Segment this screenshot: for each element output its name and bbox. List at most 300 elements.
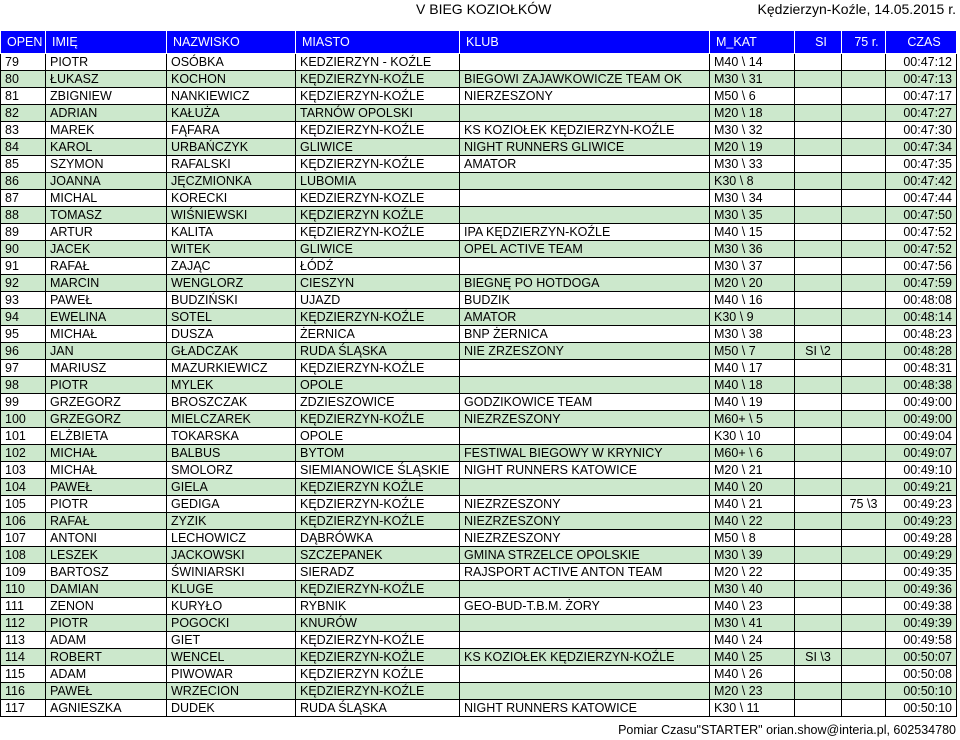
cell-imie: ELŻBIETA — [46, 428, 167, 445]
cell-si — [795, 632, 842, 649]
cell-m-kat: M20 \ 18 — [710, 105, 795, 122]
cell-75r — [842, 292, 886, 309]
cell-si — [795, 190, 842, 207]
cell-75r — [842, 343, 886, 360]
cell-czas: 00:47:59 — [886, 275, 957, 292]
cell-miasto: KĘDZIERZYN-KOŹLE — [296, 122, 460, 139]
cell-czas: 00:50:08 — [886, 666, 957, 683]
cell-75r — [842, 666, 886, 683]
cell-klub — [460, 377, 710, 394]
table-row — [1, 292, 957, 309]
cell-nazwisko: GEDIGA — [167, 496, 296, 513]
table-row — [1, 139, 957, 156]
table-row — [1, 513, 957, 530]
cell-si — [795, 241, 842, 258]
cell-klub — [460, 683, 710, 700]
cell-klub — [460, 173, 710, 190]
cell-nazwisko: POGOCKI — [167, 615, 296, 632]
table-row — [1, 615, 957, 632]
cell-m-kat: M40 \ 14 — [710, 54, 795, 71]
col-klub: KLUB — [460, 31, 710, 54]
cell-open: 103 — [1, 462, 46, 479]
cell-imie: PIOTR — [46, 54, 167, 71]
cell-nazwisko: GŁADCZAK — [167, 343, 296, 360]
cell-miasto: DĄBRÓWKA — [296, 530, 460, 547]
cell-75r — [842, 598, 886, 615]
table-row — [1, 156, 957, 173]
cell-imie: GRZEGORZ — [46, 394, 167, 411]
cell-m-kat: M60+ \ 5 — [710, 411, 795, 428]
cell-imie: PAWEŁ — [46, 683, 167, 700]
cell-open: 86 — [1, 173, 46, 190]
cell-imie: ARTUR — [46, 224, 167, 241]
cell-nazwisko: BALBUS — [167, 445, 296, 462]
cell-klub: FESTIWAL BIEGOWY W KRYNICY — [460, 445, 710, 462]
cell-open: 94 — [1, 309, 46, 326]
cell-miasto: OPOLE — [296, 377, 460, 394]
cell-m-kat: M40 \ 22 — [710, 513, 795, 530]
cell-si — [795, 496, 842, 513]
cell-75r — [842, 615, 886, 632]
cell-nazwisko: RAFALSKI — [167, 156, 296, 173]
cell-75r — [842, 462, 886, 479]
cell-75r — [842, 275, 886, 292]
cell-75r — [842, 173, 886, 190]
cell-imie: EWELINA — [46, 309, 167, 326]
cell-imie: ADRIAN — [46, 105, 167, 122]
cell-miasto: SIERADZ — [296, 564, 460, 581]
cell-open: 92 — [1, 275, 46, 292]
cell-nazwisko: PIWOWAR — [167, 666, 296, 683]
cell-klub: NIEZRZESZONY — [460, 411, 710, 428]
cell-si — [795, 360, 842, 377]
cell-nazwisko: DUDEK — [167, 700, 296, 717]
cell-czas: 00:47:30 — [886, 122, 957, 139]
cell-si — [795, 394, 842, 411]
cell-open: 115 — [1, 666, 46, 683]
cell-open: 84 — [1, 139, 46, 156]
cell-open: 87 — [1, 190, 46, 207]
cell-open: 95 — [1, 326, 46, 343]
cell-si — [795, 326, 842, 343]
cell-si — [795, 547, 842, 564]
cell-miasto: KĘDZIERZYN-KOŹLE — [296, 71, 460, 88]
cell-imie: PIOTR — [46, 496, 167, 513]
cell-open: 117 — [1, 700, 46, 717]
cell-si — [795, 88, 842, 105]
cell-miasto: RUDA ŚLĄSKA — [296, 343, 460, 360]
cell-si — [795, 105, 842, 122]
cell-75r — [842, 207, 886, 224]
cell-klub: NIEZRZESZONY — [460, 496, 710, 513]
header-row — [1, 31, 957, 54]
cell-nazwisko: LECHOWICZ — [167, 530, 296, 547]
cell-nazwisko: MYLEK — [167, 377, 296, 394]
cell-m-kat: M40 \ 25 — [710, 649, 795, 666]
cell-miasto: KĘDZIERZYN KOŹLE — [296, 666, 460, 683]
cell-miasto: ŻERNICA — [296, 326, 460, 343]
cell-si: SI \2 — [795, 343, 842, 360]
table-row — [1, 71, 957, 88]
cell-si — [795, 275, 842, 292]
cell-75r — [842, 326, 886, 343]
table-row — [1, 309, 957, 326]
cell-czas: 00:49:29 — [886, 547, 957, 564]
cell-m-kat: M20 \ 22 — [710, 564, 795, 581]
cell-open: 99 — [1, 394, 46, 411]
cell-czas: 00:47:52 — [886, 241, 957, 258]
col-nazwisko: NAZWISKO — [167, 31, 296, 54]
cell-open: 110 — [1, 581, 46, 598]
cell-klub: NIEZRZESZONY — [460, 513, 710, 530]
cell-m-kat: M20 \ 19 — [710, 139, 795, 156]
cell-m-kat: M40 \ 26 — [710, 666, 795, 683]
cell-m-kat: M30 \ 34 — [710, 190, 795, 207]
cell-nazwisko: KURYŁO — [167, 598, 296, 615]
table-row — [1, 547, 957, 564]
cell-miasto: KEDZIERZYN-KOZLE — [296, 190, 460, 207]
cell-klub: BUDZIK — [460, 292, 710, 309]
cell-miasto: ZDZIESZOWICE — [296, 394, 460, 411]
cell-75r — [842, 71, 886, 88]
table-row — [1, 479, 957, 496]
cell-czas: 00:49:28 — [886, 530, 957, 547]
cell-imie: MARCIN — [46, 275, 167, 292]
cell-nazwisko: OSÓBKA — [167, 54, 296, 71]
table-row — [1, 54, 957, 71]
cell-75r — [842, 156, 886, 173]
cell-m-kat: M30 \ 38 — [710, 326, 795, 343]
cell-klub: OPEL ACTIVE TEAM — [460, 241, 710, 258]
cell-klub: KS KOZIOŁEK KĘDZIERZYN-KOŹLE — [460, 122, 710, 139]
cell-nazwisko: URBAŃCZYK — [167, 139, 296, 156]
col-m-kat: M_KAT — [710, 31, 795, 54]
cell-m-kat: K30 \ 8 — [710, 173, 795, 190]
cell-nazwisko: ŚWINIARSKI — [167, 564, 296, 581]
cell-miasto: KĘDZIERZYN-KOŹLE — [296, 683, 460, 700]
cell-czas: 00:47:50 — [886, 207, 957, 224]
cell-m-kat: M40 \ 18 — [710, 377, 795, 394]
col-75r: 75 r. — [842, 31, 886, 54]
cell-czas: 00:49:00 — [886, 394, 957, 411]
cell-czas: 00:47:42 — [886, 173, 957, 190]
cell-czas: 00:49:10 — [886, 462, 957, 479]
table-row — [1, 173, 957, 190]
col-miasto: MIASTO — [296, 31, 460, 54]
cell-nazwisko: WENCEL — [167, 649, 296, 666]
cell-klub: NIERZESZONY — [460, 88, 710, 105]
cell-miasto: KĘDZIERZYN-KOŹLE — [296, 88, 460, 105]
cell-si — [795, 700, 842, 717]
cell-imie: ZENON — [46, 598, 167, 615]
cell-imie: ADAM — [46, 666, 167, 683]
cell-czas: 00:49:00 — [886, 411, 957, 428]
cell-75r — [842, 54, 886, 71]
cell-si — [795, 139, 842, 156]
cell-miasto: SZCZEPANEK — [296, 547, 460, 564]
cell-m-kat: M30 \ 36 — [710, 241, 795, 258]
cell-nazwisko: JĘCZMIONKA — [167, 173, 296, 190]
cell-75r — [842, 530, 886, 547]
cell-si — [795, 530, 842, 547]
cell-75r — [842, 700, 886, 717]
cell-open: 114 — [1, 649, 46, 666]
cell-m-kat: M60+ \ 6 — [710, 445, 795, 462]
cell-klub — [460, 632, 710, 649]
table-row — [1, 666, 957, 683]
cell-open: 109 — [1, 564, 46, 581]
cell-open: 106 — [1, 513, 46, 530]
table-row — [1, 462, 957, 479]
cell-m-kat: M20 \ 21 — [710, 462, 795, 479]
cell-czas: 00:49:23 — [886, 513, 957, 530]
table-row — [1, 581, 957, 598]
cell-klub: RAJSPORT ACTIVE ANTON TEAM — [460, 564, 710, 581]
cell-nazwisko: TOKARSKA — [167, 428, 296, 445]
page-title: V BIEG KOZIOŁKÓW — [416, 1, 552, 17]
cell-75r — [842, 632, 886, 649]
cell-nazwisko: KAŁUŻA — [167, 105, 296, 122]
cell-klub: BNP ŻERNICA — [460, 326, 710, 343]
cell-75r — [842, 139, 886, 156]
cell-imie: ADAM — [46, 632, 167, 649]
cell-czas: 00:48:14 — [886, 309, 957, 326]
cell-open: 96 — [1, 343, 46, 360]
cell-klub — [460, 360, 710, 377]
cell-si — [795, 258, 842, 275]
table-row — [1, 88, 957, 105]
cell-open: 85 — [1, 156, 46, 173]
cell-m-kat: M40 \ 17 — [710, 360, 795, 377]
cell-miasto: TARNÓW OPOLSKI — [296, 105, 460, 122]
cell-klub — [460, 105, 710, 122]
cell-czas: 00:49:39 — [886, 615, 957, 632]
cell-m-kat: M30 \ 32 — [710, 122, 795, 139]
table-row — [1, 564, 957, 581]
cell-open: 101 — [1, 428, 46, 445]
cell-czas: 00:49:38 — [886, 598, 957, 615]
cell-czas: 00:48:08 — [886, 292, 957, 309]
cell-klub: GMINA STRZELCE OPOLSKIE — [460, 547, 710, 564]
cell-miasto: KĘDZIERZYN-KOŹLE — [296, 411, 460, 428]
table-row — [1, 411, 957, 428]
cell-miasto: KĘDZIERZYN-KOŹLE — [296, 224, 460, 241]
cell-czas: 00:50:07 — [886, 649, 957, 666]
cell-miasto: KĘDZIERZYN-KOŹLE — [296, 496, 460, 513]
cell-miasto: GLIWICE — [296, 139, 460, 156]
cell-imie: JOANNA — [46, 173, 167, 190]
cell-miasto: KĘDZIERZYN-KOŹLE — [296, 649, 460, 666]
cell-czas: 00:49:35 — [886, 564, 957, 581]
cell-open: 102 — [1, 445, 46, 462]
cell-75r — [842, 122, 886, 139]
cell-75r — [842, 428, 886, 445]
cell-nazwisko: MAZURKIEWICZ — [167, 360, 296, 377]
cell-open: 82 — [1, 105, 46, 122]
cell-miasto: GLIWICE — [296, 241, 460, 258]
table-row — [1, 598, 957, 615]
cell-75r — [842, 105, 886, 122]
cell-si: SI \3 — [795, 649, 842, 666]
cell-75r — [842, 445, 886, 462]
cell-si — [795, 581, 842, 598]
cell-czas: 00:47:52 — [886, 224, 957, 241]
cell-75r — [842, 564, 886, 581]
cell-m-kat: K30 \ 9 — [710, 309, 795, 326]
cell-si — [795, 428, 842, 445]
cell-si — [795, 71, 842, 88]
cell-klub: AMATOR — [460, 309, 710, 326]
cell-open: 113 — [1, 632, 46, 649]
cell-miasto: BYTOM — [296, 445, 460, 462]
cell-si — [795, 683, 842, 700]
cell-czas: 00:47:44 — [886, 190, 957, 207]
cell-miasto: KĘDZIERZYN-KOŹLE — [296, 309, 460, 326]
table-row — [1, 530, 957, 547]
cell-m-kat: K30 \ 10 — [710, 428, 795, 445]
cell-m-kat: M40 \ 20 — [710, 479, 795, 496]
cell-czas: 00:49:07 — [886, 445, 957, 462]
cell-si — [795, 462, 842, 479]
cell-m-kat: M30 \ 31 — [710, 71, 795, 88]
cell-miasto: CIESZYN — [296, 275, 460, 292]
cell-imie: SZYMON — [46, 156, 167, 173]
cell-open: 79 — [1, 54, 46, 71]
table-row — [1, 122, 957, 139]
cell-miasto: KĘDZIERZYN-KOŹLE — [296, 581, 460, 598]
cell-open: 80 — [1, 71, 46, 88]
table-row — [1, 649, 957, 666]
cell-open: 111 — [1, 598, 46, 615]
cell-si — [795, 173, 842, 190]
cell-nazwisko: SOTEL — [167, 309, 296, 326]
cell-czas: 00:47:17 — [886, 88, 957, 105]
cell-nazwisko: FĄFARA — [167, 122, 296, 139]
cell-75r — [842, 479, 886, 496]
cell-75r — [842, 360, 886, 377]
cell-nazwisko: KLUGE — [167, 581, 296, 598]
cell-open: 104 — [1, 479, 46, 496]
cell-czas: 00:48:28 — [886, 343, 957, 360]
table-row — [1, 445, 957, 462]
cell-imie: RAFAŁ — [46, 513, 167, 530]
cell-miasto: SIEMIANOWICE ŚLĄSKIE — [296, 462, 460, 479]
cell-czas: 00:49:36 — [886, 581, 957, 598]
cell-klub — [460, 581, 710, 598]
cell-miasto: OPOLE — [296, 428, 460, 445]
cell-klub — [460, 479, 710, 496]
cell-imie: PAWEŁ — [46, 479, 167, 496]
cell-klub: NIE ZRZESZONY — [460, 343, 710, 360]
cell-nazwisko: ZYZIK — [167, 513, 296, 530]
cell-nazwisko: WITEK — [167, 241, 296, 258]
cell-75r — [842, 241, 886, 258]
cell-m-kat: M30 \ 41 — [710, 615, 795, 632]
cell-czas: 00:47:27 — [886, 105, 957, 122]
cell-m-kat: M50 \ 7 — [710, 343, 795, 360]
cell-open: 116 — [1, 683, 46, 700]
cell-miasto: KĘDZIERZYN-KOŹLE — [296, 632, 460, 649]
cell-czas: 00:48:38 — [886, 377, 957, 394]
cell-nazwisko: BUDZIŃSKI — [167, 292, 296, 309]
cell-nazwisko: KOCHON — [167, 71, 296, 88]
cell-imie: PAWEŁ — [46, 292, 167, 309]
cell-open: 93 — [1, 292, 46, 309]
cell-imie: PIOTR — [46, 615, 167, 632]
table-row — [1, 496, 957, 513]
cell-si — [795, 615, 842, 632]
cell-75r — [842, 683, 886, 700]
cell-miasto: RYBNIK — [296, 598, 460, 615]
cell-75r — [842, 258, 886, 275]
cell-si — [795, 445, 842, 462]
cell-nazwisko: BROSZCZAK — [167, 394, 296, 411]
cell-si — [795, 377, 842, 394]
table-row — [1, 700, 957, 717]
cell-open: 100 — [1, 411, 46, 428]
cell-klub — [460, 207, 710, 224]
cell-75r — [842, 309, 886, 326]
table-row — [1, 683, 957, 700]
cell-nazwisko: MIELCZAREK — [167, 411, 296, 428]
cell-klub: GODZIKOWICE TEAM — [460, 394, 710, 411]
col-imie: IMIĘ — [46, 31, 167, 54]
cell-open: 98 — [1, 377, 46, 394]
cell-miasto: LUBOMIA — [296, 173, 460, 190]
cell-m-kat: M40 \ 19 — [710, 394, 795, 411]
cell-czas: 00:47:35 — [886, 156, 957, 173]
cell-czas: 00:47:56 — [886, 258, 957, 275]
cell-m-kat: M30 \ 37 — [710, 258, 795, 275]
cell-klub: BIEGOWI ZAJAWKOWICZE TEAM OK — [460, 71, 710, 88]
cell-open: 81 — [1, 88, 46, 105]
cell-czas: 00:49:04 — [886, 428, 957, 445]
cell-imie: MICHAŁ — [46, 326, 167, 343]
cell-nazwisko: KORECKI — [167, 190, 296, 207]
cell-klub — [460, 615, 710, 632]
cell-m-kat: M30 \ 33 — [710, 156, 795, 173]
cell-nazwisko: WIŚNIEWSKI — [167, 207, 296, 224]
cell-si — [795, 479, 842, 496]
cell-m-kat: M30 \ 35 — [710, 207, 795, 224]
cell-imie: JACEK — [46, 241, 167, 258]
table-row — [1, 360, 957, 377]
cell-si — [795, 666, 842, 683]
cell-imie: JAN — [46, 343, 167, 360]
cell-imie: MICHAL — [46, 190, 167, 207]
cell-si — [795, 411, 842, 428]
cell-75r — [842, 224, 886, 241]
cell-75r — [842, 411, 886, 428]
results-table — [0, 30, 957, 717]
cell-imie: LESZEK — [46, 547, 167, 564]
cell-imie: MAREK — [46, 122, 167, 139]
cell-nazwisko: ZAJĄC — [167, 258, 296, 275]
cell-czas: 00:49:21 — [886, 479, 957, 496]
cell-czas: 00:49:58 — [886, 632, 957, 649]
cell-si — [795, 309, 842, 326]
cell-si — [795, 207, 842, 224]
cell-m-kat: M40 \ 21 — [710, 496, 795, 513]
cell-open: 88 — [1, 207, 46, 224]
cell-m-kat: M30 \ 39 — [710, 547, 795, 564]
cell-si — [795, 54, 842, 71]
cell-open: 108 — [1, 547, 46, 564]
cell-75r — [842, 547, 886, 564]
cell-m-kat: M30 \ 40 — [710, 581, 795, 598]
cell-klub — [460, 258, 710, 275]
cell-imie: ANTONI — [46, 530, 167, 547]
